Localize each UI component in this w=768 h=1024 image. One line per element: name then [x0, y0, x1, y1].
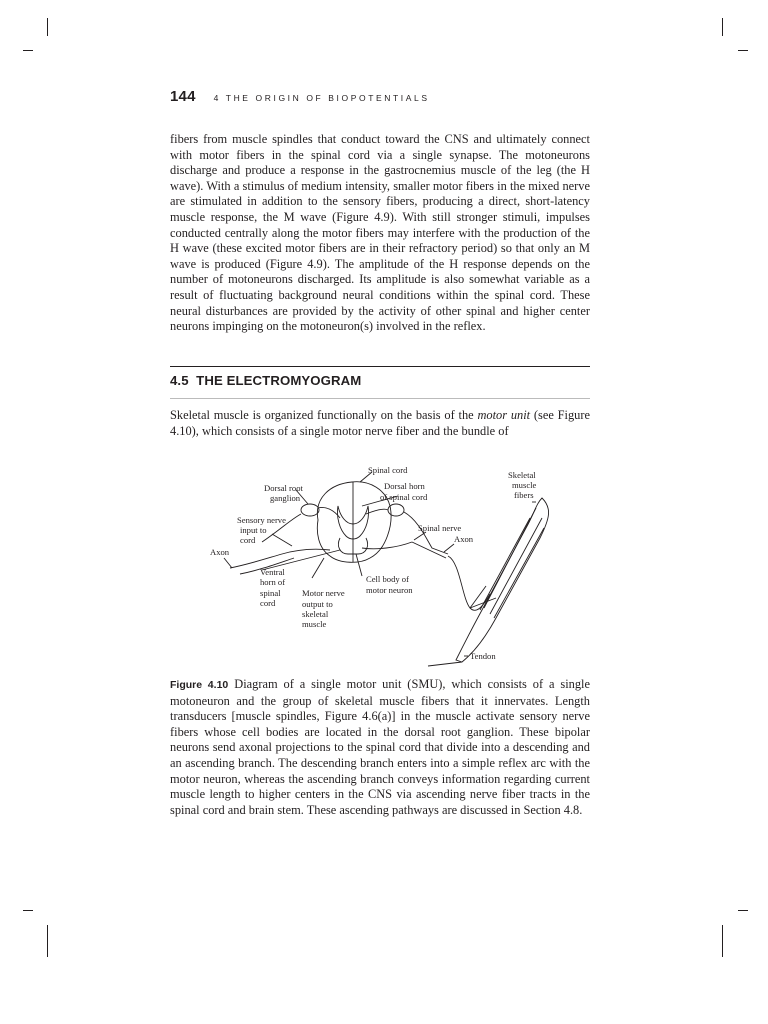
label-tendon: Tendon	[470, 651, 496, 661]
crop-mark-top-left-vertical	[47, 18, 48, 36]
crop-mark-top-right-vertical	[722, 18, 723, 36]
axon-to-muscle	[448, 556, 490, 610]
figure-caption	[170, 677, 590, 818]
leader-sensory	[272, 534, 292, 546]
motor-unit-diagram	[200, 458, 590, 668]
page-header	[170, 88, 590, 105]
label-ventral-3: spinal	[260, 588, 281, 598]
paragraph-2-italic-term: motor unit	[477, 408, 531, 422]
spinal-nerve	[404, 512, 448, 554]
leader-axon-left	[224, 558, 232, 568]
dorsal-root-ganglion	[301, 504, 319, 516]
label-sensory-3: cord	[240, 535, 256, 545]
paragraph-2-text-start: Skeletal muscle is organized functionally on the basis of the	[170, 408, 478, 422]
crop-mark-bottom-right-vertical	[722, 925, 723, 957]
label-motor-4: muscle	[302, 619, 327, 629]
label-sensory-2: input to	[240, 525, 267, 535]
section-title: THE ELECTROMYOGRAM	[196, 373, 362, 388]
leader-spinal-nerve	[414, 532, 426, 540]
leader-cell-body	[356, 554, 362, 576]
label-dorsal-horn-2: of spinal cord	[380, 492, 428, 502]
crop-mark-bottom-left-horizontal	[23, 910, 33, 911]
label-ventral-2: horn of	[260, 577, 286, 587]
crop-mark-top-left-horizontal	[23, 50, 33, 51]
figure-caption-text: Diagram of a single motor unit (SMU), which consists of a single motoneuron and the group of skeletal muscle fibers that it innervates. Length transducers [muscle spindles, Figure 4.6(a)] in the muscle activate sensory nerve fibers whose cell bodies are located in the dorsal root ganglion. These bipolar neurons send axonal projections to the spinal cord that divide into a descending and an ascending branch. The descending branch enters into a simple reflex arc with the motor neuron, whereas the ascending branch conveys information regarding current muscle length to higher centers in the CNS via ascending nerve fiber tracts in the spinal cord and brain stem. These ascending pathways are discussed in Section 4.8.	[170, 677, 590, 817]
tendon-line	[428, 662, 462, 666]
label-motor-3: skeletal	[302, 609, 329, 619]
crop-mark-bottom-left-vertical	[47, 925, 48, 957]
running-head: 4 THE ORIGIN OF BIOPOTENTIALS	[213, 93, 430, 103]
body-paragraph-2	[170, 408, 590, 439]
muscle-fiber-3	[480, 518, 530, 610]
dorsal-root-into-cord	[318, 507, 340, 518]
section-heading	[170, 366, 590, 399]
label-skeletal-2: muscle	[512, 480, 537, 490]
label-motor-2: output to	[302, 599, 333, 609]
crop-mark-bottom-right-horizontal	[738, 910, 748, 911]
label-sensory-1: Sensory nerve	[237, 515, 286, 525]
section-number: 4.5	[170, 373, 189, 388]
leader-axon-right	[444, 544, 454, 552]
label-skeletal-1: Skeletal	[508, 470, 536, 480]
crop-mark-top-right-horizontal	[738, 50, 748, 51]
right-ventral-root	[362, 542, 412, 549]
body-paragraph-1: fibers from muscle spindles that conduct toward the CNS and ultimately connect with motor fibers in the spinal cord via a single synapse. The motoneurons discharge and produce a response in the gastrocnemius muscle of the leg (the H wave). With a stimulus of medium intensity, smaller motor fibers in the mixed nerve are stimulated in addition to the sensory fibers, producing a direct, short-latency muscle response, the M wave (Figure 4.9). With still stronger stimuli, impulses conducted centrally along the motor fibers may interfere with the production of the H wave (these excited motor fibers are in their refractory period) so that only an M wave is produced (Figure 4.9). The amplitude of the H response depends on the number of motoneurons discharged. Its amplitude is also somewhat variable as a result of fluctuating background neural conditions within the spinal cord. These neural disturbances are provided by the activity of other spinal and higher center neurons impinging on the motoneuron(s) involved in the reflex.	[170, 132, 590, 334]
muscle-belly	[456, 498, 549, 662]
label-spinal-nerve: Spinal nerve	[418, 523, 462, 533]
right-dorsal-root	[366, 509, 388, 514]
leader-motor	[312, 558, 324, 578]
label-ventral-4: cord	[260, 598, 276, 608]
label-skeletal-3: fibers	[514, 490, 534, 500]
label-axon-left: Axon	[210, 547, 230, 557]
muscle-fiber-2	[490, 518, 542, 614]
motor-unit-svg	[200, 458, 590, 668]
figure-caption-label: Figure 4.10	[170, 679, 229, 691]
label-drg-1: Dorsal root	[264, 483, 303, 493]
label-cell-body-1: Cell body of	[366, 574, 409, 584]
label-cell-body-2: motor neuron	[366, 585, 413, 595]
label-ventral-1: Ventral	[260, 567, 285, 577]
label-motor-1: Motor nerve	[302, 588, 345, 598]
page-number: 144	[170, 88, 196, 105]
label-drg-2: ganglion	[270, 493, 301, 503]
paragraph-2-text-end: (see Figure 4.10), which consists of a single motor nerve fiber and the bundle of	[170, 408, 591, 438]
spinal-nerve-lower	[412, 542, 446, 558]
label-dorsal-horn-1: Dorsal horn	[384, 481, 425, 491]
label-axon-right: Axon	[454, 534, 474, 544]
label-spinal-cord: Spinal cord	[368, 465, 408, 475]
